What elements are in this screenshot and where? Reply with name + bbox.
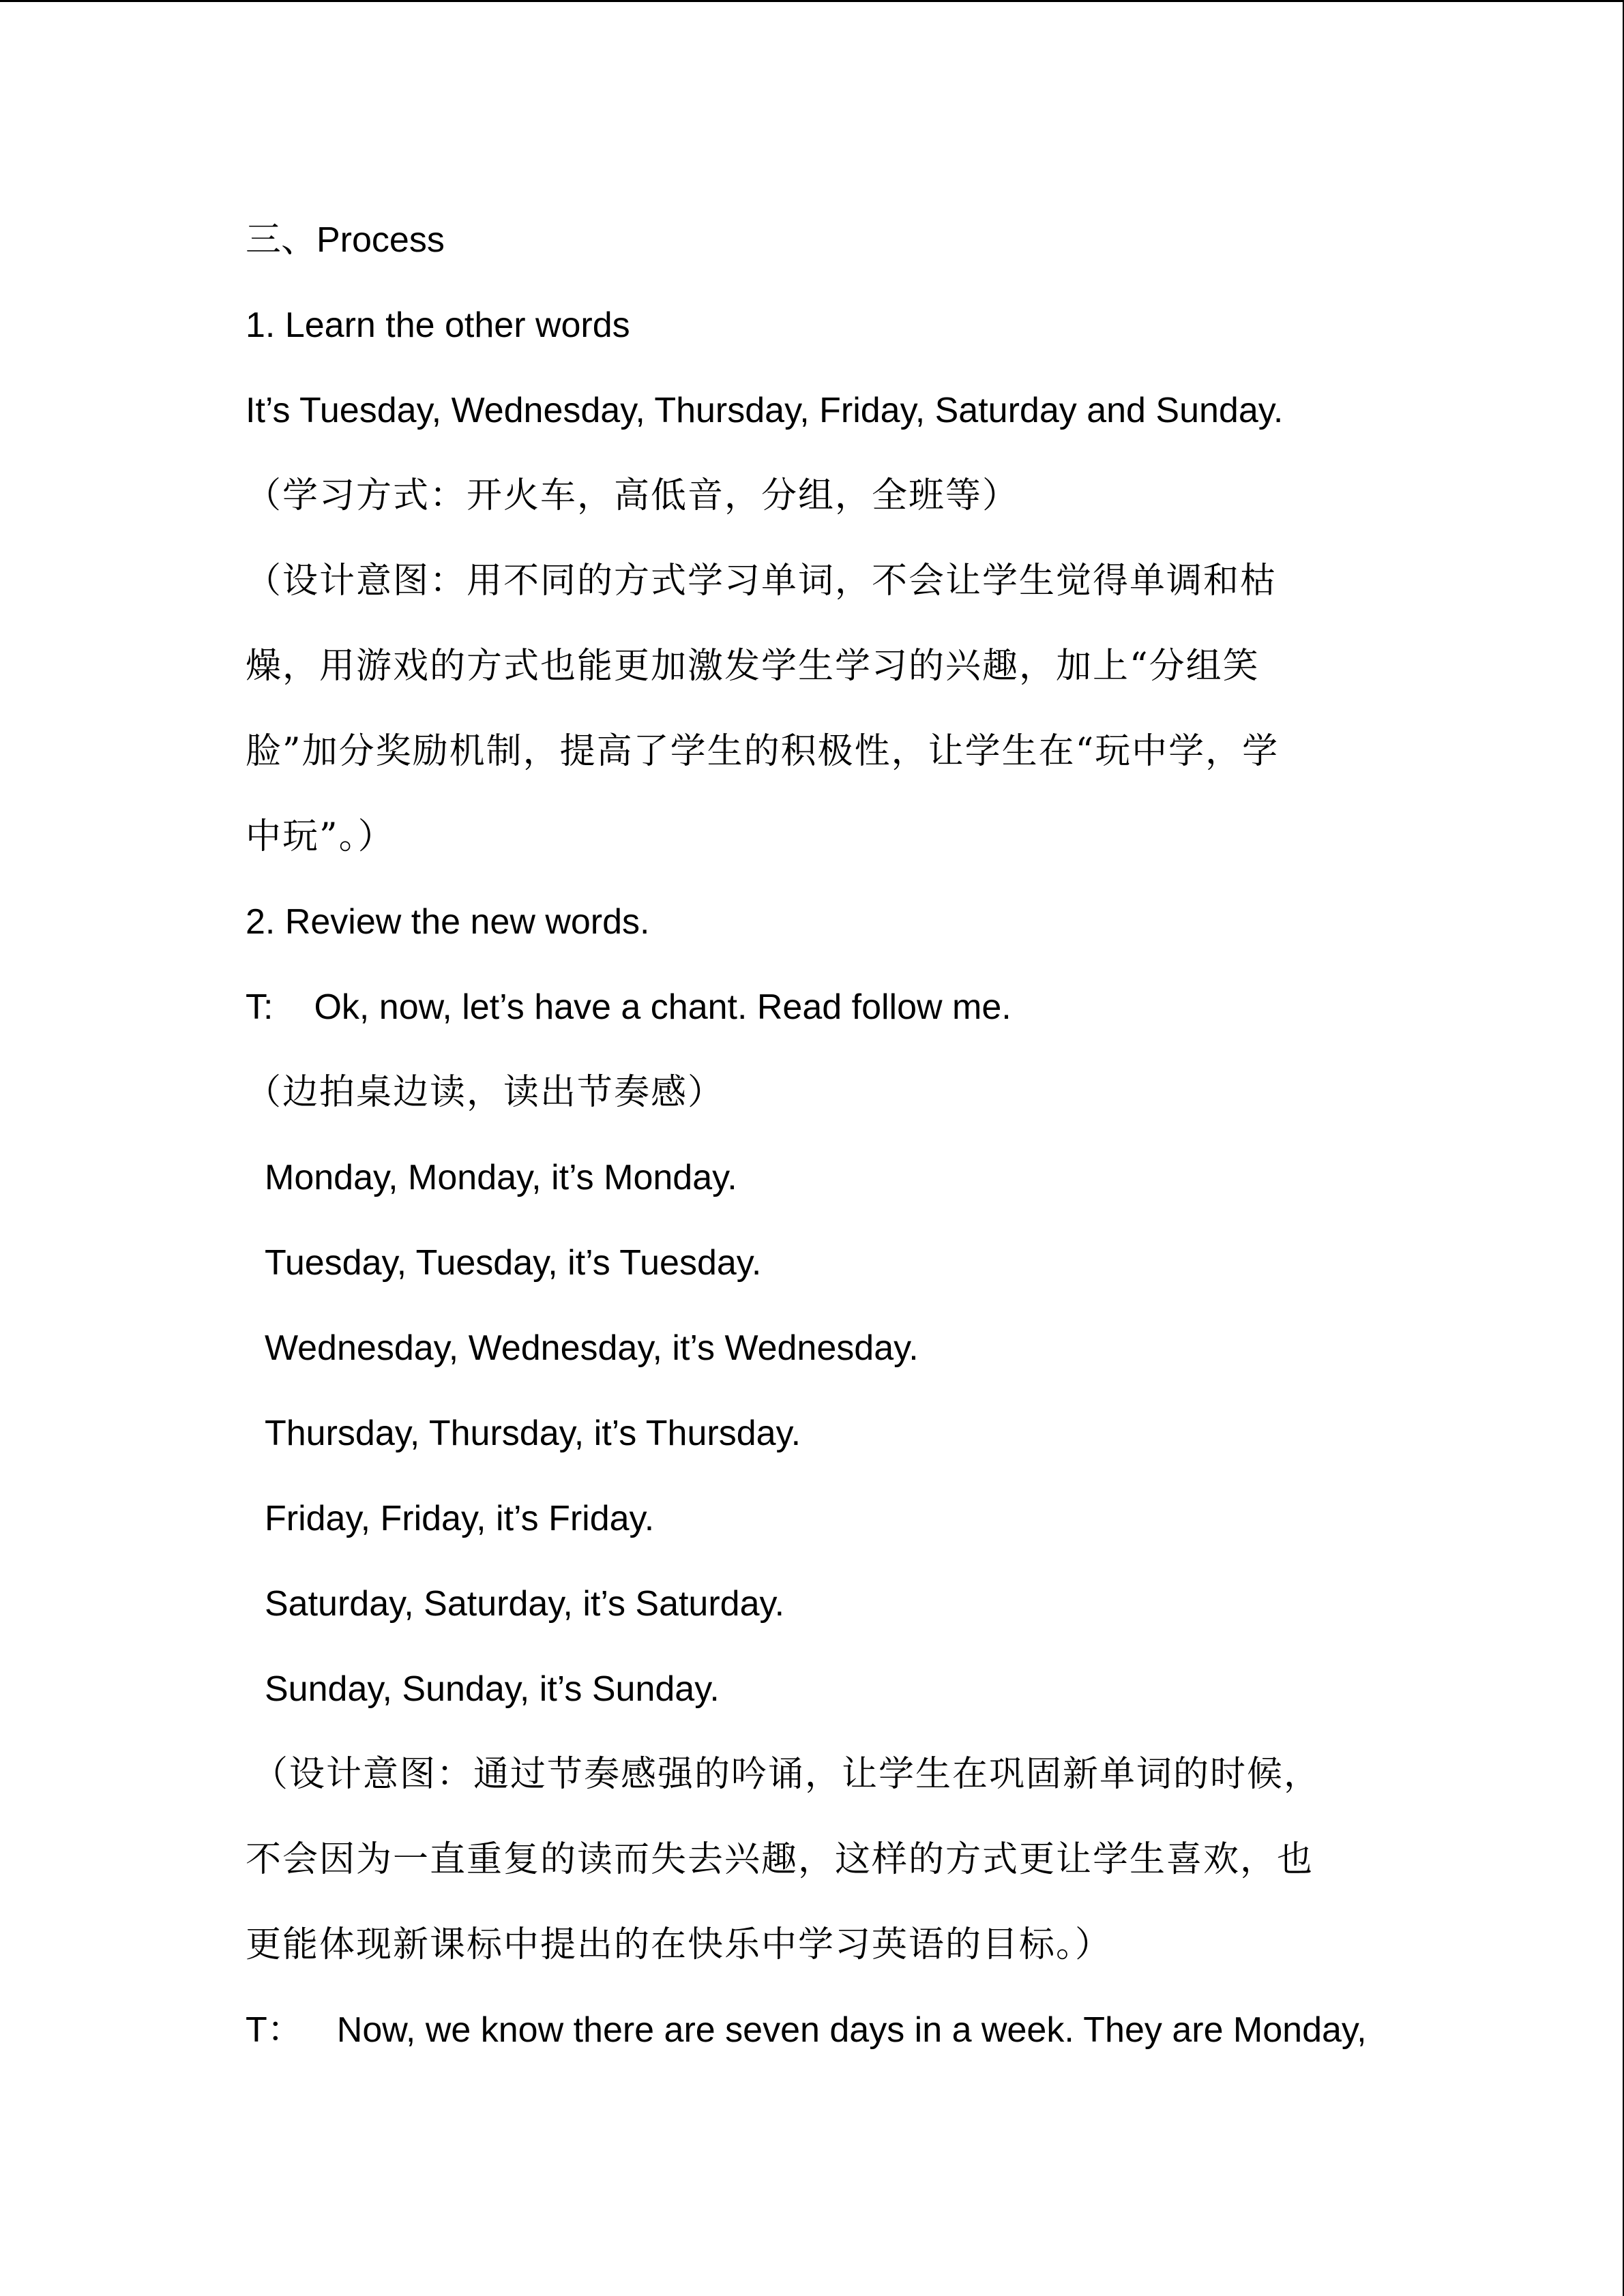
step2-title: 2. Review the new words.	[246, 902, 650, 942]
chant-line: Sunday, Sunday, it’s Sunday.	[265, 1669, 720, 1709]
chant-line: Tuesday, Tuesday, it’s Tuesday.	[265, 1243, 762, 1283]
design-intent-2-line-2: 不会因为一直重复的读而失去兴趣，这样的方式更让学生喜欢，也	[246, 1839, 1314, 1880]
chant-instruction: （边拍桌边读，读出节奏感）	[246, 1072, 725, 1113]
design-intent-2-line-3: 更能体现新课标中提出的在快乐中学习英语的目标。）	[246, 1924, 1112, 1965]
chant-line: Wednesday, Wednesday, it’s Wednesday.	[265, 1328, 919, 1368]
design-intent-1-line-3: 脸”加分奖励机制，提高了学生的积极性，让学生在“玩中学，学	[246, 731, 1280, 772]
learning-methods-note: （学习方式：开火车，高低音，分组，全班等）	[246, 475, 1020, 516]
teacher-speaker-label: T:	[246, 987, 274, 1027]
design-intent-1-line-1: （设计意图：用不同的方式学习单词，不会让学生觉得单调和枯	[246, 561, 1278, 601]
design-intent-1-line-4: 中玩”。）	[246, 816, 395, 857]
teacher-line-text: Ok, now, let’s have a chant. Read follow me.	[314, 987, 1012, 1027]
chant-line: Saturday, Saturday, it’s Saturday.	[265, 1584, 785, 1624]
chant-line: Monday, Monday, it’s Monday.	[265, 1158, 737, 1197]
chant-line: Friday, Friday, it’s Friday.	[265, 1499, 655, 1538]
design-intent-2-line-1: （设计意图：通过节奏感强的吟诵，让学生在巩固新单词的时候，	[252, 1754, 1321, 1795]
teacher-line-1	[246, 983, 1012, 1032]
teacher-speaker-label: T：	[246, 2010, 303, 2050]
teacher-line-text: Now, we know there are seven days in a week. They are Monday,	[336, 2010, 1367, 2050]
design-intent-1-line-2: 燥，用游戏的方式也能更加激发学生学习的兴趣，加上“分组笑	[246, 646, 1260, 687]
section-heading: 三、Process	[246, 220, 445, 260]
chant-line: Thursday, Thursday, it’s Thursday.	[265, 1414, 801, 1453]
step1-sentence: It’s Tuesday, Wednesday, Thursday, Friday, Saturday and Sunday.	[246, 391, 1284, 430]
teacher-line-2	[246, 2006, 1367, 2055]
step1-title: 1. Learn the other words	[246, 305, 630, 345]
page-top-border	[0, 0, 1624, 2]
